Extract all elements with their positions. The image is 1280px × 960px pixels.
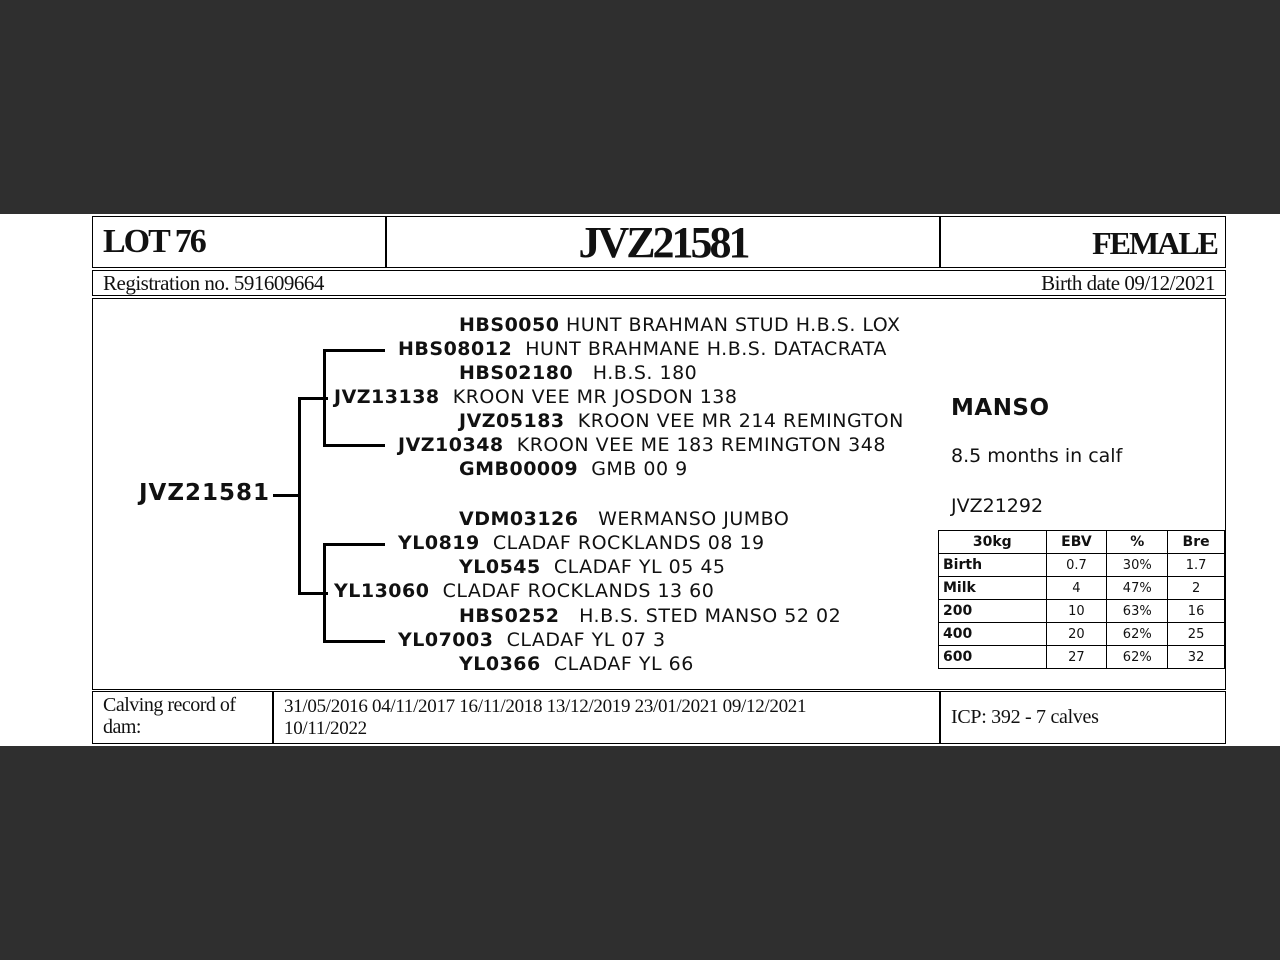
animal-id-cell: [386, 216, 940, 268]
ebv-header-ebv: EBV: [1046, 531, 1107, 554]
pedigree-connector: [323, 640, 385, 643]
pedigree-entry-ss: HBS08012 HUNT BRAHMANE H.B.S. DATACRATA: [398, 338, 887, 360]
ebv-pct: 62%: [1107, 646, 1168, 669]
calving-dates-cell: [273, 691, 940, 744]
ebv-pct: 47%: [1107, 577, 1168, 600]
ebv-table-header: [939, 531, 1225, 554]
ebv-bre: 2: [1168, 577, 1225, 600]
pedigree-entry-dsd: YL0545 CLADAF YL 05 45: [459, 556, 726, 578]
ebv-table: [938, 530, 1225, 669]
pedigree-connector: [323, 543, 385, 546]
lot-number: LOT 76: [103, 223, 205, 260]
ebv-row-label: 600: [939, 646, 1047, 669]
pedigree-entry-sds: JVZ05183 KROON VEE MR 214 REMINGTON: [459, 410, 904, 432]
ebv-header-weight: 30kg: [939, 531, 1047, 554]
pedigree-section: [92, 298, 1226, 690]
pedigree-entry-dam: YL13060 CLADAF ROCKLANDS 13 60: [334, 580, 715, 602]
birth-date: Birth date 09/12/2021: [1041, 271, 1215, 295]
ebv-header-bre: Bre: [1168, 531, 1225, 554]
pedigree-entry-ddd: YL0366 CLADAF YL 66: [459, 653, 694, 675]
pedigree-entry-ds: YL0819 CLADAF ROCKLANDS 08 19: [398, 532, 765, 554]
pedigree-entry-ssd: HBS02180 H.B.S. 180: [459, 362, 698, 384]
sex-label: FEMALE: [1092, 225, 1217, 261]
pregnancy-status: 8.5 months in calf: [951, 445, 1123, 467]
ebv-pct: 63%: [1107, 600, 1168, 623]
icp-cell: [940, 691, 1226, 744]
ebv-row: [939, 600, 1225, 623]
pedigree-entry-sd: JVZ10348 KROON VEE ME 183 REMINGTON 348: [398, 434, 886, 456]
registration-number: Registration no. 591609664: [103, 271, 324, 295]
pedigree-connector: [323, 444, 385, 447]
ebv-header-pct: %: [1107, 531, 1168, 554]
pedigree-entry-sire: JVZ13138 KROON VEE MR JOSDON 138: [334, 386, 738, 408]
lot-card: [0, 214, 1280, 746]
pedigree-connector: [323, 349, 385, 352]
calving-dates: 31/05/2016 04/11/2017 16/11/2018 13/12/2019 23/01/2021 09/12/2021 10/11/2022: [284, 696, 807, 739]
ebv-value: 27: [1046, 646, 1107, 669]
pedigree-connector: [298, 397, 301, 594]
pedigree-subject: JVZ21581: [139, 480, 271, 506]
ebv-bre: 32: [1168, 646, 1225, 669]
ebv-row-label: Milk: [939, 577, 1047, 600]
ebv-row: [939, 577, 1225, 600]
ebv-row: [939, 623, 1225, 646]
animal-id-title: JVZ21581: [578, 218, 748, 267]
service-sire-name: MANSO: [951, 395, 1050, 421]
service-sire-id: JVZ21292: [951, 495, 1044, 517]
pedigree-entry-dss: VDM03126 WERMANSO JUMBO: [459, 508, 790, 530]
ebv-bre: 1.7: [1168, 554, 1225, 577]
ebv-pct: 62%: [1107, 623, 1168, 646]
lot-cell: [92, 216, 386, 268]
ebv-value: 20: [1046, 623, 1107, 646]
calving-label: Calving record of dam:: [103, 694, 236, 738]
ebv-bre: 25: [1168, 623, 1225, 646]
pedigree-entry-sss: HBS0050 HUNT BRAHMAN STUD H.B.S. LOX: [459, 314, 901, 336]
calving-label-cell: [92, 691, 273, 744]
ebv-row: [939, 554, 1225, 577]
registration-row: [92, 270, 1226, 296]
pedigree-connector: [273, 494, 299, 497]
ebv-bre: 16: [1168, 600, 1225, 623]
ebv-row: [939, 646, 1225, 669]
ebv-value: 10: [1046, 600, 1107, 623]
pedigree-entry-dd: YL07003 CLADAF YL 07 3: [398, 629, 666, 651]
icp-summary: ICP: 392 - 7 calves: [951, 706, 1099, 728]
pedigree-connector: [323, 543, 326, 642]
ebv-value: 4: [1046, 577, 1107, 600]
ebv-pct: 30%: [1107, 554, 1168, 577]
pedigree-entry-dds: HBS0252 H.B.S. STED MANSO 52 02: [459, 605, 842, 627]
pedigree-entry-sdd: GMB00009 GMB 00 9: [459, 458, 688, 480]
ebv-row-label: 200: [939, 600, 1047, 623]
sex-cell: [940, 216, 1226, 268]
pedigree-connector: [323, 349, 326, 446]
ebv-row-label: Birth: [939, 554, 1047, 577]
ebv-row-label: 400: [939, 623, 1047, 646]
ebv-value: 0.7: [1046, 554, 1107, 577]
